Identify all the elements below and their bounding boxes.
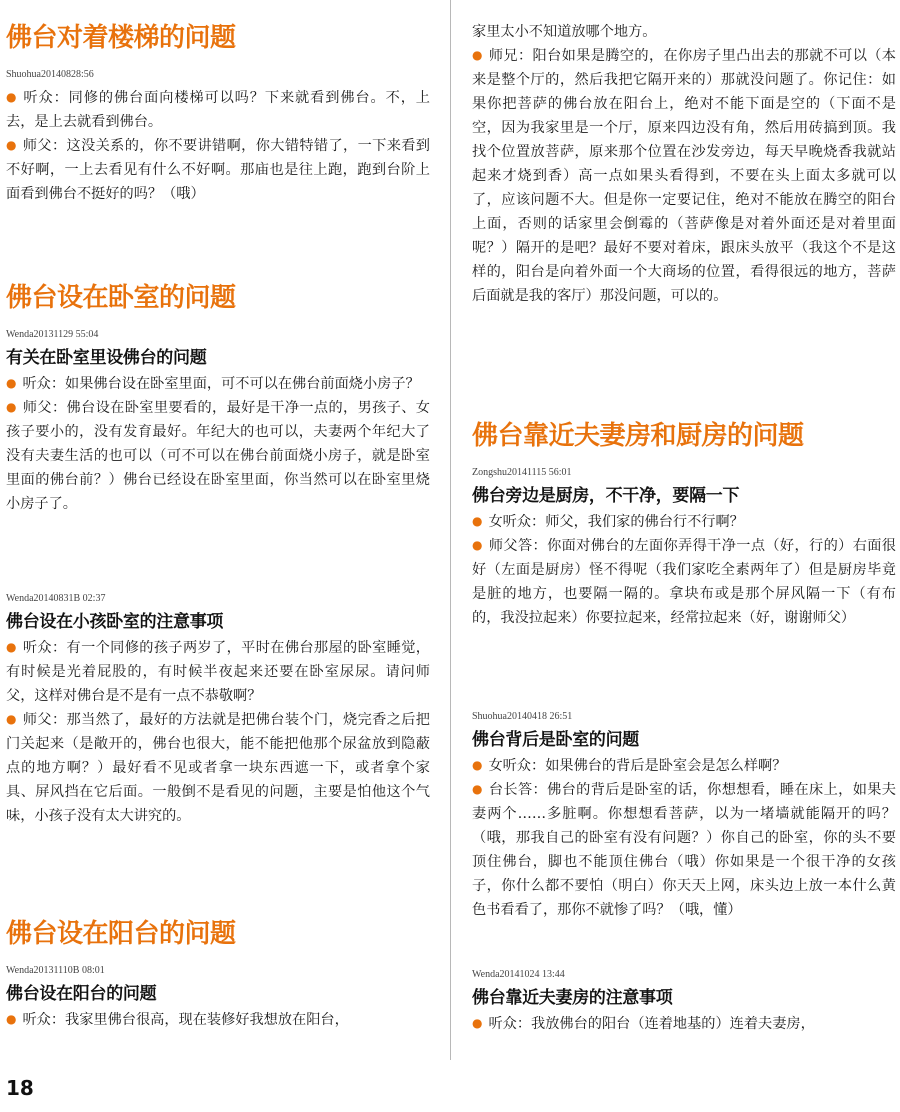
bullet-icon: ● bbox=[6, 640, 17, 654]
source-reference: Wenda20131110B 08:01 bbox=[6, 965, 105, 976]
paragraph: ● 师父：佛台设在卧室里要看的，最好是干净一点的，男孩子、女孩子要小的，没有发育最好。年纪大的也可以，夫妻两个年纪大了没有夫妻生活的也可以（可不可以在佛台前面烧小房子，就是卧室里面的佛台前？）佛台已经设在卧室里面，你当然可以在卧室里烧小房子了。 bbox=[6, 396, 430, 516]
subsection-title: 佛台设在阳台的问题 bbox=[6, 984, 157, 1004]
paragraph: 家里太小不知道放哪个地方。 bbox=[472, 24, 657, 40]
paragraph: ● 师父：那当然了，最好的方法就是把佛台装个门，烧完香之后把门关起来（是敞开的，佛台也很大，能不能把他那个尿盆放到隐蔽点的地方啊？）最好看不见或者拿一块东西遮一下，或者拿个家具、屏风挡在它后面。一般倒不是看见的问题，主要是怕他这个气味，小孩子没有太大讲究的。 bbox=[6, 708, 430, 828]
bullet-icon: ● bbox=[472, 514, 483, 528]
bullet-icon: ● bbox=[472, 1016, 483, 1030]
source-reference: Wenda20141024 13:44 bbox=[472, 969, 565, 980]
bullet-icon: ● bbox=[472, 782, 483, 796]
column-divider bbox=[450, 0, 451, 1060]
subsection-title: 佛台设在小孩卧室的注意事项 bbox=[6, 612, 224, 632]
source-reference: Shuohua20140828:56 bbox=[6, 69, 94, 80]
section-title: 佛台设在阳台的问题 bbox=[6, 919, 236, 949]
paragraph: ● 听众：我家里佛台很高，现在装修好我想放在阳台， bbox=[6, 1008, 430, 1032]
source-reference: Shuohua20140418 26:51 bbox=[472, 711, 573, 722]
bullet-icon: ● bbox=[472, 758, 483, 772]
bullet-icon: ● bbox=[6, 712, 17, 726]
section-child-bedroom bbox=[6, 592, 430, 828]
bullet-icon: ● bbox=[472, 538, 483, 552]
bullet-icon: ● bbox=[472, 48, 483, 62]
section-near-couple-room bbox=[472, 968, 896, 1036]
section-behind-bedroom bbox=[472, 710, 896, 922]
bullet-icon: ● bbox=[6, 400, 17, 414]
bullet-icon: ● bbox=[6, 90, 17, 104]
section-stairs bbox=[6, 22, 430, 206]
source-reference: Zongshu20141115 56:01 bbox=[472, 467, 572, 478]
section-title: 佛台对着楼梯的问题 bbox=[6, 23, 236, 53]
subsection-title: 有关在卧室里设佛台的问题 bbox=[6, 348, 207, 368]
paragraph: ● 台长答：佛台的背后是卧室的话，你想想看，睡在床上，如果夫妻两个……多脏啊。你想想看菩萨，以为一堵墙就能隔开的吗？（哦，那我自己的卧室有没有问题？）你自己的卧室，你的头不要顶住佛台，脚也不能顶住佛台（哦）你如果是一个很干净的女孩子，你什么都不要怕（明白）你天天上网，床头边上放一本什么黄色书看看了，那你不就惨了吗？（哦，懂） bbox=[472, 778, 896, 922]
bullet-icon: ● bbox=[6, 1012, 17, 1026]
page-number: 18 bbox=[6, 1076, 34, 1100]
paragraph: ● 师兄：阳台如果是腾空的，在你房子里凸出去的那就不可以（本来是整个厅的，然后我把它隔开来的）那就没问题了。你记住：如果你把菩萨的佛台放在阳台上，绝对不能下面是空的（下面不是空，因为我家里是一个厅，原来四边没有角，然后用砖搞到顶。我找个位置放菩萨，原来那个位置在沙发旁边，每天早晚烧香我就站起来才烧到香）高一点如果头看得到，不要在头上面太多就可以了，应该问题不大。但是你一定要记住，绝对不能放在腾空的阳台上面，否则的话家里会倒霉的（菩萨像是对着外面还是对着里面呢？）隔开的是吧？最好不要对着床，跟床头放平（我这个不是这样的，阳台是向着外面一个大商场的位置，看得很远的地方，菩萨后面就是我的客厅）那没问题，可以的。 bbox=[472, 44, 896, 308]
paragraph: ● 师父：这没关系的，你不要讲错啊，你大错特错了，一下来看到不好啊，一上去看见有什么不好啊。那庙也是往上跑，跑到台阶上面看到佛台不挺好的吗？（哦） bbox=[6, 134, 430, 206]
subsection-title: 佛台旁边是厨房，不干净，要隔一下 bbox=[472, 486, 740, 506]
paragraph: ● 听众：我放佛台的阳台（连着地基的）连着夫妻房， bbox=[472, 1012, 896, 1036]
paragraph: ● 女听众：如果佛台的背后是卧室会是怎么样啊？ bbox=[472, 754, 896, 778]
source-reference: Wenda20140831B 02:37 bbox=[6, 593, 106, 604]
section-balcony bbox=[6, 918, 430, 1032]
bullet-icon: ● bbox=[6, 138, 17, 152]
section-title: 佛台设在卧室的问题 bbox=[6, 283, 236, 313]
section-couple-room-kitchen bbox=[472, 420, 896, 630]
source-reference: Wenda20131129 55:04 bbox=[6, 329, 99, 340]
section-bedroom bbox=[6, 282, 430, 516]
subsection-title: 佛台背后是卧室的问题 bbox=[472, 730, 639, 750]
paragraph: ● 女听众：师父，我们家的佛台行不行啊？ bbox=[472, 510, 896, 534]
subsection-title: 佛台靠近夫妻房的注意事项 bbox=[472, 988, 673, 1008]
paragraph: ● 听众：有一个同修的孩子两岁了，平时在佛台那屋的卧室睡觉，有时候是光着屁股的，有时候半夜起来还要在卧室尿尿。请问师父，这样对佛台是不是有一点不恭敬啊？ bbox=[6, 636, 430, 708]
paragraph: ● 听众：同修的佛台面向楼梯可以吗？下来就看到佛台。不，上去，是上去就看到佛台。 bbox=[6, 86, 430, 134]
section-title: 佛台靠近夫妻房和厨房的问题 bbox=[472, 421, 804, 451]
paragraph: ● 师父答：你面对佛台的左面你弄得干净一点（好，行的）右面很好（左面是厨房）怪不得呢（我们家吃全素两年了）但是厨房毕竟是脏的地方，也要隔一隔的。拿块布或是那个屏风隔一下（有布的，我没拉起来）你要拉起来，经常拉起来（好，谢谢师父） bbox=[472, 534, 896, 630]
bullet-icon: ● bbox=[6, 376, 17, 390]
paragraph: ● 听众：如果佛台设在卧室里面，可不可以在佛台前面烧小房子？ bbox=[6, 372, 430, 396]
balcony-continuation bbox=[472, 20, 896, 308]
